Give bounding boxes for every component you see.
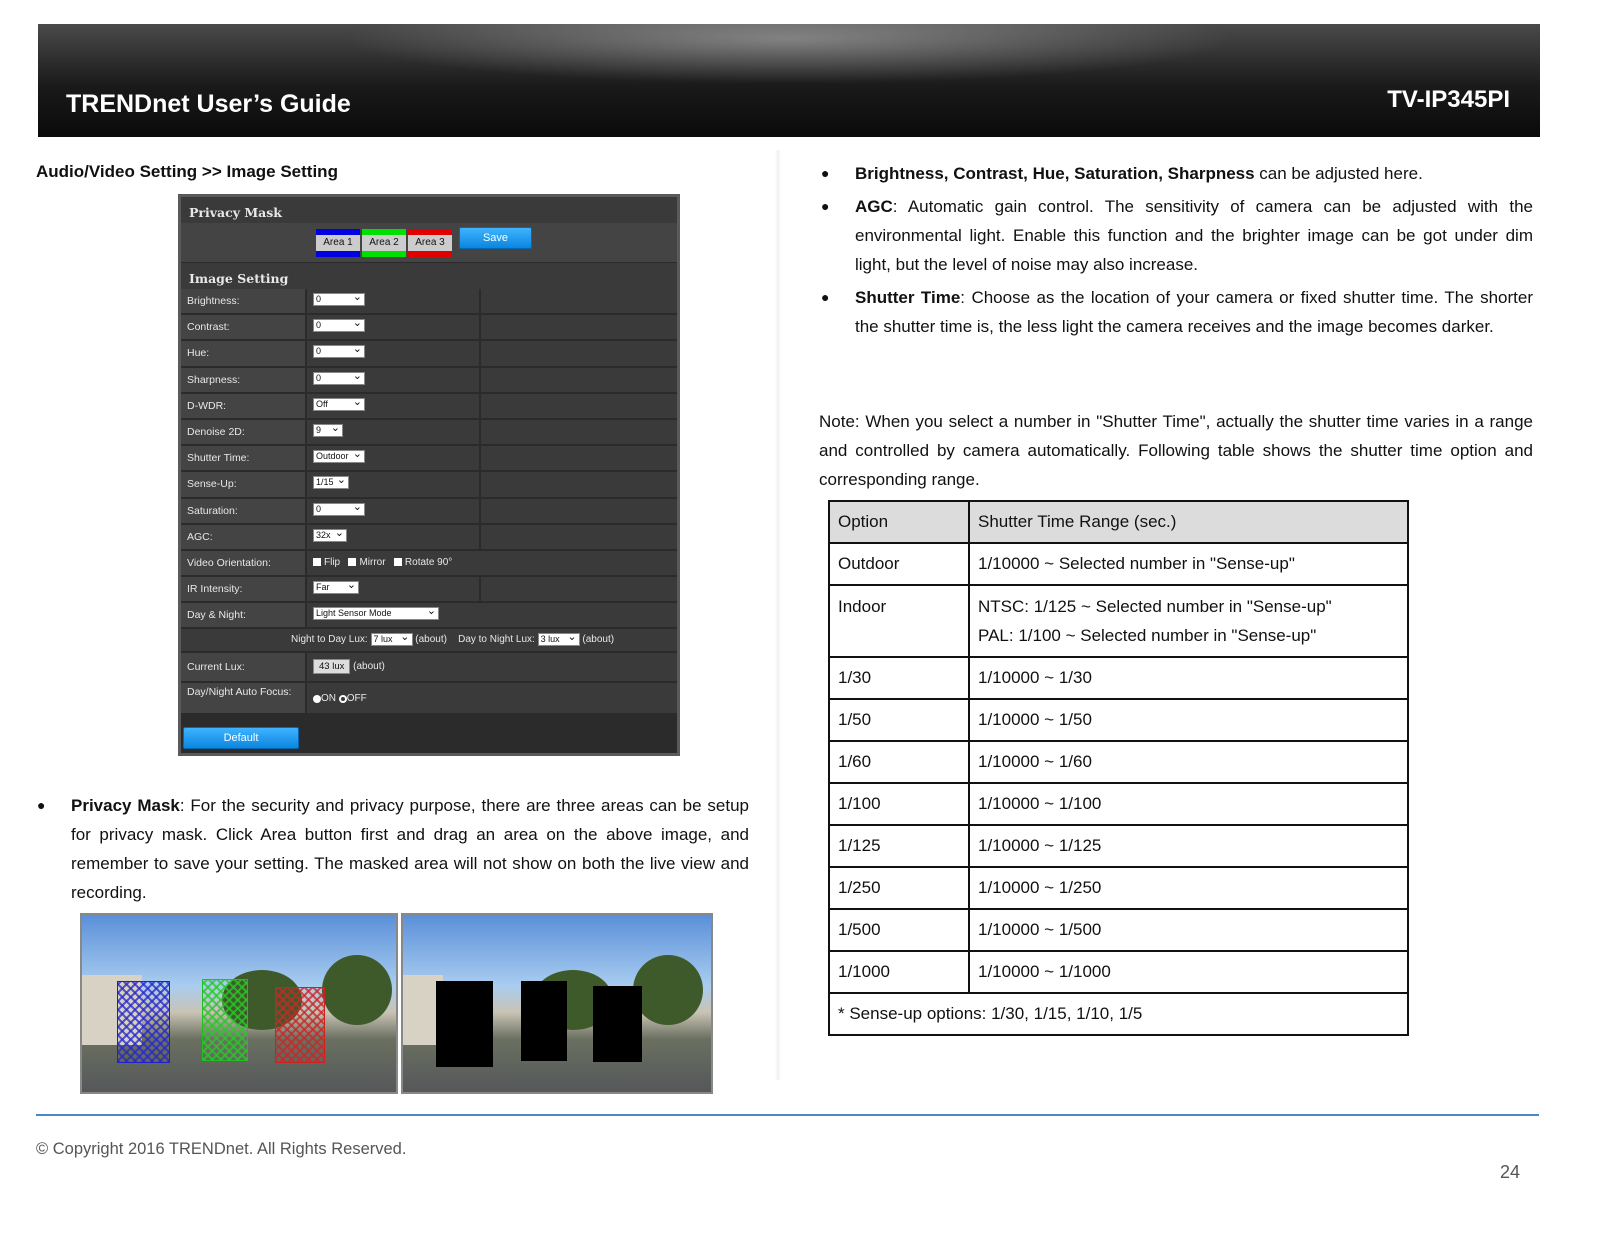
black-mask-1: [436, 981, 493, 1067]
table-cell-range: 1/10000 ~ 1/100: [969, 783, 1408, 825]
masked-result-image: [401, 913, 713, 1094]
shutter-note: Note: When you select a number in "Shutter Time", actually the shutter time varies in a range and controlled by camera automatically. Following table shows the shutter time option and corresponding range.: [819, 412, 1533, 489]
day-to-night-select[interactable]: 3 lux ⌄: [538, 633, 580, 646]
current-lux-value: 43 lux: [313, 659, 350, 674]
night-to-day-select[interactable]: 7 lux ⌄: [371, 633, 413, 646]
pal-range: PAL: 1/100 ~ Selected number in "Sense-up": [978, 626, 1317, 645]
table-row: [829, 951, 1408, 993]
default-button[interactable]: Default: [183, 727, 299, 749]
dwdr-select[interactable]: Off ⌄: [313, 398, 365, 411]
column-divider: [775, 150, 781, 1080]
table-footnote: * Sense-up options: 1/30, 1/15, 1/10, 1/5: [829, 993, 1408, 1035]
table-header-cell: Option: [829, 501, 969, 543]
about-text: (about): [582, 634, 615, 646]
off-radio[interactable]: [339, 695, 347, 703]
table-row: [829, 585, 1408, 657]
table-cell-range: 1/10000 ~ 1/500: [969, 909, 1408, 951]
table-row: [829, 657, 1408, 699]
footer-rule: [36, 1114, 1539, 1116]
privacy-mask-area-2: [202, 979, 248, 1061]
table-cell-option: 1/125: [829, 825, 969, 867]
table-cell-option: Indoor: [829, 585, 969, 657]
setting-row-daynight: [181, 603, 677, 629]
copyright: © Copyright 2016 TRENDnet. All Rights Reserved.: [36, 1140, 407, 1158]
setting-label: Contrast:: [181, 315, 305, 339]
setting-label: Sense-Up:: [181, 472, 305, 496]
table-row: [829, 783, 1408, 825]
bullet-text: : Automatic gain control. The sensitivity of camera can be adjusted with the environmental light. Enable this function and the brighter image can be got under dim light, but the level of noise may also increase.: [855, 197, 1533, 274]
day-night-select[interactable]: Light Sensor Mode ⌄: [313, 607, 439, 620]
table-cell-option: 1/1000: [829, 951, 969, 993]
table-cell-option: Outdoor: [829, 543, 969, 585]
guide-title: TRENDnet User’s Guide: [66, 90, 351, 118]
setting-label: Sharpness:: [181, 368, 305, 392]
bullet-dot: ●: [37, 797, 46, 813]
area-3-button[interactable]: Area 3: [408, 229, 452, 257]
table-row: [829, 741, 1408, 783]
brightness-select[interactable]: 0 ⌄: [313, 293, 365, 306]
about-text: (about): [353, 661, 385, 673]
bullet-term: Privacy Mask: [71, 796, 180, 815]
sharpness-select[interactable]: 0 ⌄: [313, 372, 365, 385]
tree: [322, 955, 392, 1025]
setting-row-shutter: [181, 446, 677, 472]
setting-row-orientation: [181, 551, 677, 577]
on-label: ON: [321, 693, 336, 705]
black-mask-2: [521, 981, 567, 1061]
bullet-dot: ●: [821, 198, 830, 214]
table-header-row: [829, 501, 1408, 543]
saturation-select[interactable]: 0 ⌄: [313, 503, 365, 516]
contrast-select[interactable]: 0 ⌄: [313, 319, 365, 332]
section-heading: Audio/Video Setting >> Image Setting: [36, 162, 338, 181]
table-cell-option: 1/100: [829, 783, 969, 825]
privacy-mask-area-3: [275, 987, 325, 1063]
denoise-select[interactable]: 9 ⌄: [313, 424, 343, 437]
table-cell-range: 1/10000 ~ 1/50: [969, 699, 1408, 741]
bullet-text: : Choose as the location of your camera or fixed shutter time. The shorter the shutter time is, the less light the camera receives and the image becomes darker.: [855, 288, 1533, 336]
setting-row-hue: [181, 341, 677, 367]
setting-label: IR Intensity:: [181, 577, 305, 601]
setting-label: AGC:: [181, 525, 305, 549]
night-to-day-label: Night to Day Lux:: [291, 634, 368, 646]
about-text: (about): [415, 634, 447, 646]
table-cell-range: 1/10000 ~ 1/1000: [969, 951, 1408, 993]
bullet-text: can be adjusted here.: [1254, 164, 1423, 183]
masked-camera-image: [80, 913, 398, 1094]
table-cell-range: [969, 585, 1408, 657]
privacy-mask-title: Privacy Mask: [181, 197, 677, 223]
off-label: OFF: [346, 693, 367, 705]
black-mask-3: [593, 986, 642, 1062]
sense-up-select[interactable]: 1/15 ⌄: [313, 476, 349, 489]
setting-row-senseup: [181, 472, 677, 498]
table-cell-range: 1/10000 ~ Selected number in "Sense-up": [969, 543, 1408, 585]
on-radio[interactable]: [313, 695, 321, 703]
table-row: [829, 699, 1408, 741]
flip-label: Flip: [324, 556, 341, 568]
setting-row-saturation: [181, 499, 677, 525]
shutter-time-table: [828, 500, 1409, 1036]
setting-row-denoise: [181, 420, 677, 446]
table-header-cell: Shutter Time Range (sec.): [969, 501, 1408, 543]
table-cell-range: 1/10000 ~ 1/30: [969, 657, 1408, 699]
bullet-dot: ●: [821, 289, 830, 305]
table-row: [829, 909, 1408, 951]
bullet-text: : For the security and privacy purpose, there are three areas can be setup for privacy mask. Click Area button first and drag an area on the above image, and remember to save your setting. The masked area will not show on both the live view and recording.: [71, 796, 749, 902]
mirror-label: Mirror: [359, 556, 386, 568]
rotate-label: Rotate 90°: [404, 556, 453, 568]
setting-label: Denoise 2D:: [181, 420, 305, 444]
setting-row-current-lux: [181, 653, 677, 683]
table-cell-option: 1/30: [829, 657, 969, 699]
bullet-term: Shutter Time: [855, 288, 961, 307]
table-row: [829, 825, 1408, 867]
table-cell-option: 1/60: [829, 741, 969, 783]
setting-label: Current Lux:: [181, 653, 305, 681]
image-setting-panel: [178, 194, 680, 756]
header-banner: [38, 24, 1540, 137]
bullet-term: Brightness, Contrast, Hue, Saturation, Sharpness: [855, 164, 1255, 183]
setting-row-ir: [181, 577, 677, 603]
ir-intensity-select[interactable]: Far ⌄: [313, 581, 359, 594]
hue-select[interactable]: 0 ⌄: [313, 345, 365, 358]
privacy-mask-row: [181, 223, 677, 263]
setting-row-auto-focus: [181, 683, 677, 715]
lux-threshold-row: [181, 629, 677, 653]
flip-checkbox[interactable]: [313, 558, 321, 566]
table-cell-range: 1/10000 ~ 1/60: [969, 741, 1408, 783]
setting-label: Shutter Time:: [181, 446, 305, 470]
setting-label: Day/Night Auto Focus:: [181, 683, 305, 713]
tree: [633, 955, 703, 1025]
setting-row-sharpness: [181, 368, 677, 394]
setting-label: Saturation:: [181, 499, 305, 523]
rotate-checkbox[interactable]: [394, 558, 402, 566]
agc-select[interactable]: 32x ⌄: [313, 529, 347, 542]
ntsc-range: NTSC: 1/125 ~ Selected number in "Sense-up": [978, 597, 1332, 616]
privacy-mask-bullet: [37, 791, 749, 907]
shutter-time-bullet: [821, 283, 1533, 341]
setting-label: Hue:: [181, 341, 305, 365]
table-row: [829, 543, 1408, 585]
setting-label: D-WDR:: [181, 394, 305, 418]
privacy-mask-area-1: [117, 981, 170, 1063]
setting-row-contrast: [181, 315, 677, 341]
table-footnote-row: [829, 993, 1408, 1035]
shutter-time-select[interactable]: Outdoor ⌄: [313, 450, 365, 463]
page-number: 24: [1499, 1162, 1520, 1182]
area-2-button[interactable]: Area 2: [362, 229, 406, 257]
setting-row-dwdr: [181, 394, 677, 420]
setting-label: Brightness:: [181, 289, 305, 313]
bullet-dot: ●: [821, 165, 830, 181]
table-cell-range: 1/10000 ~ 1/250: [969, 867, 1408, 909]
setting-label: Day & Night:: [181, 603, 305, 627]
day-to-night-label: Day to Night Lux:: [458, 634, 535, 646]
mirror-checkbox[interactable]: [348, 558, 356, 566]
save-button[interactable]: Save: [459, 227, 532, 249]
area-1-button[interactable]: Area 1: [316, 229, 360, 257]
agc-bullet: [821, 192, 1533, 279]
brightness-bullet: [821, 159, 1533, 188]
model-number: TV-IP345PI: [1387, 86, 1510, 113]
setting-row-brightness: [181, 289, 677, 315]
table-cell-option: 1/50: [829, 699, 969, 741]
table-cell-option: 1/500: [829, 909, 969, 951]
bullet-term: AGC: [855, 197, 893, 216]
setting-label: Video Orientation:: [181, 551, 305, 575]
image-setting-title: Image Setting: [181, 263, 677, 289]
setting-row-agc: [181, 525, 677, 551]
table-cell-range: 1/10000 ~ 1/125: [969, 825, 1408, 867]
table-row: [829, 867, 1408, 909]
table-cell-option: 1/250: [829, 867, 969, 909]
